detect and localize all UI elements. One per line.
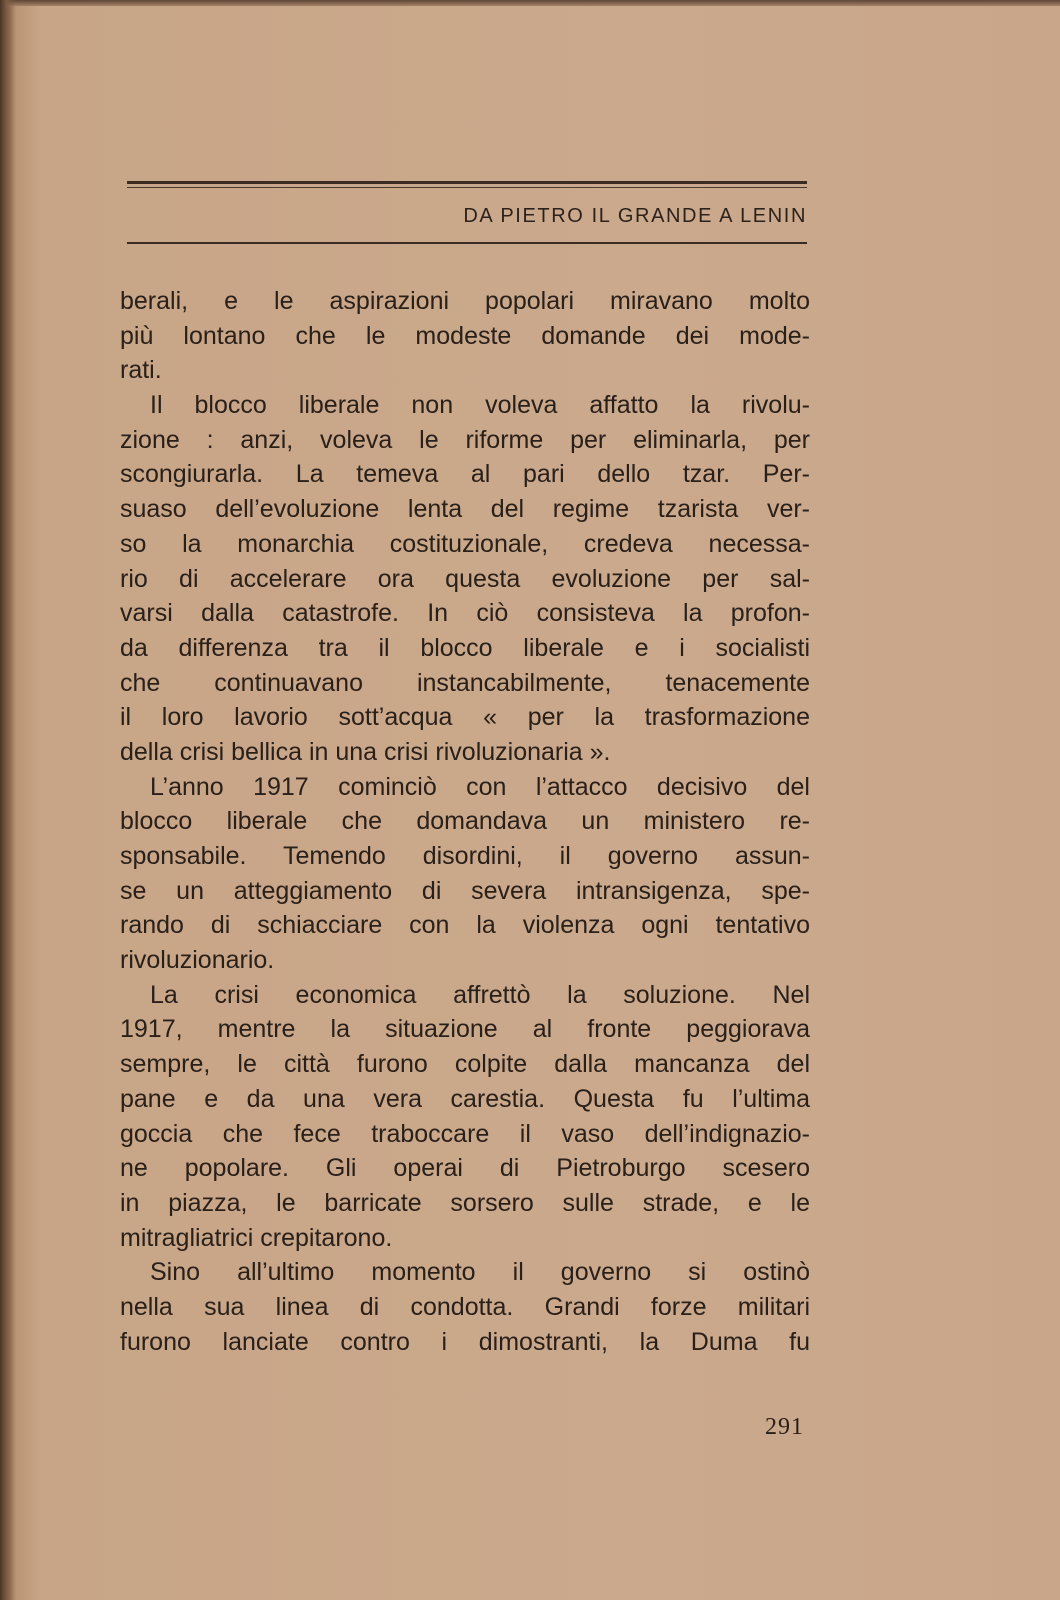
text-line: furono lanciate contro i dimostranti, la Duma fu [120,1327,810,1356]
text-line: della crisi bellica in una crisi rivoluzionaria ». [120,737,611,766]
text-line: goccia che fece traboccare il vaso dell’indignazio- [120,1119,810,1148]
paragraph-first-line: L’anno 1917 cominciò con l’attacco decisivo del [150,772,810,801]
header-rule-top-thin [127,187,807,188]
text-line: rio di accelerare ora questa evoluzione per sal- [120,564,810,593]
text-line: da differenza tra il blocco liberale e i socialisti [120,633,810,662]
text-line: suaso dell’evoluzione lenta del regime tzarista ver- [120,495,810,524]
page-number: 291 [765,1414,804,1440]
running-head: DA PIETRO IL GRANDE A LENIN [463,205,807,227]
text-line: berali, e le aspirazioni popolari miravano molto [120,287,810,315]
text-line: sponsabile. Temendo disordini, il governo assun- [120,842,810,870]
text-line: sempre, le città furono colpite dalla mancanza del [120,1050,810,1079]
text-line: so la monarchia costituzionale, credeva necessa- [120,529,810,558]
text-line: mitragliatrici crepitarono. [120,1223,393,1252]
paragraph-first-line: Il blocco liberale non voleva affatto la rivolu- [150,391,810,420]
paragraph-first-line: Sino all’ultimo momento il governo si ostinò [150,1258,810,1287]
text-line: nella sua linea di condotta. Grandi forze militari [120,1292,810,1321]
body-text [120,284,810,1359]
text-line: pane e da una vera carestia. Questa fu l’ultima [120,1084,810,1113]
header-rule-bottom [127,242,807,244]
header-rule-top [127,181,807,184]
text-line: il loro lavorio sott’acqua « per la trasformazione [120,703,810,732]
text-line: ne popolare. Gli operai di Pietroburgo scesero [120,1154,810,1183]
text-line: rando di schiacciare con la violenza ogni tentativo [120,911,810,940]
text-line: 1917, mentre la situazione al fronte peggiorava [120,1015,810,1044]
page-top-edge [0,0,1060,6]
text-line: che continuavano instancabilmente, tenacemente [120,668,810,697]
text-line: rivoluzionario. [120,946,275,975]
paragraph-first-line: La crisi economica affrettò la soluzione. Nel [150,980,810,1009]
text-line: scongiurarla. La temeva al pari dello tzar. Per- [120,460,810,489]
text-line: rati. [120,356,162,385]
text-line: varsi dalla catastrofe. In ciò consisteva la profon- [120,599,810,628]
text-line: zione : anzi, voleva le riforme per eliminarla, per [120,425,810,454]
page-binding-edge [0,0,16,1600]
text-line: più lontano che le modeste domande dei mode- [120,321,810,350]
text-line: se un atteggiamento di severa intransigenza, spe- [120,876,810,905]
text-line: in piazza, le barricate sorsero sulle strade, e le [120,1188,810,1217]
text-line: blocco liberale che domandava un ministero re- [120,807,810,836]
